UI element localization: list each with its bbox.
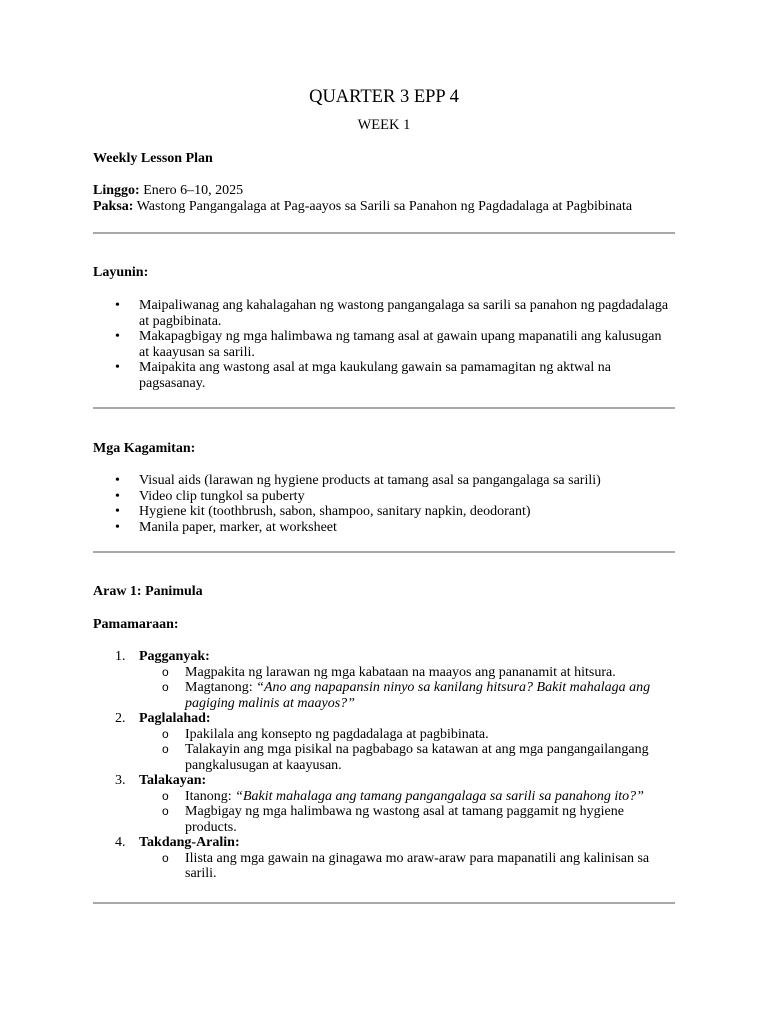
divider: [93, 551, 675, 553]
list-item: • Hygiene kit (toothbrush, sabon, shampoo, sanitary napkin, deodorant): [115, 504, 531, 519]
linggo-value: Enero 6–10, 2025: [139, 183, 244, 198]
kagamitan-heading: Mga Kagamitan:: [93, 441, 196, 456]
linggo-label: Linggo:: [93, 183, 140, 198]
pamamaraan-list: [93, 649, 675, 882]
document-title: QUARTER 3 EPP 4: [309, 87, 459, 107]
sub-item: o Ipakilala ang konsepto ng pagdadalaga at pagbibinata.: [162, 726, 489, 742]
week-label: WEEK 1: [357, 117, 411, 133]
linggo-line: [93, 183, 675, 199]
layunin-heading: Layunin:: [93, 265, 149, 280]
araw-heading: Araw 1: Panimula: [93, 584, 203, 599]
kagamitan-list: [93, 473, 675, 535]
sub-item: o Talakayin ang mga pisikal na pagbabago sa katawan at ang mga pangangailangang pangkalusugan at kaayusan.: [162, 742, 649, 773]
paksa-value: Wastong Pangangalaga at Pag-aayos sa Sarili sa Panahon ng Pagdadalaga at Pagbibinata: [133, 199, 633, 214]
step-item: 1. Pagganyak: o Magpakita ng larawan ng mga kabataan na maayos ang pananamit at hitsura. o Magtanong: “Ano ang napapansin ninyo sa kanilang hitsura? Bakit mahalaga ang pagiging malinis at maayos?”: [93, 649, 675, 711]
layunin-list: [93, 298, 675, 391]
sub-item: o Magbigay ng mga halimbawa ng wastong asal at tamang paggamit ng hygiene products.: [162, 804, 624, 835]
list-item: • Visual aids (larawan ng hygiene products at tamang asal sa pangangalaga sa sarili): [115, 473, 601, 488]
paksa-label: Paksa:: [93, 199, 134, 214]
sub-item: o Magtanong: “Ano ang napapansin ninyo sa kanilang hitsura? Bakit mahalaga ang pagiging malinis at maayos?”: [162, 680, 651, 711]
pamamaraan-heading: Pamamaraan:: [93, 617, 179, 632]
divider: [93, 407, 675, 409]
sub-item: o Itanong: “Bakit mahalaga ang tamang pangangalaga sa sarili sa panahong ito?”: [162, 788, 644, 804]
list-item: • Makapagbigay ng mga halimbawa ng tamang asal at gawain upang mapanatili ang kalusugan at kaayusan sa sarili.: [115, 329, 662, 360]
paksa-line: [93, 199, 675, 215]
step-item: 3. Talakayan: o Itanong: “Bakit mahalaga ang tamang pangangalaga sa sarili sa panahong ito?” o Magbigay ng mga halimbawa ng wastong asal at tamang paggamit ng hygiene products.: [93, 773, 675, 835]
sub-item: o Magpakita ng larawan ng mga kabataan na maayos ang pananamit at hitsura.: [162, 664, 616, 680]
list-item: • Manila paper, marker, at worksheet: [115, 519, 337, 535]
sub-item: o Ilista ang mga gawain na ginagawa mo araw-araw para mapanatili ang kalinisan sa sarili.: [162, 850, 650, 881]
plan-heading: Weekly Lesson Plan: [93, 151, 213, 166]
list-item: • Maipakita ang wastong asal at mga kaukulang gawain sa pamamagitan ng aktwal na pagsasanay.: [115, 360, 611, 391]
list-item: • Video clip tungkol sa puberty: [115, 488, 305, 504]
step-item: 2. Paglalahad: o Ipakilala ang konsepto ng pagdadalaga at pagbibinata. o Talakayin ang mga pisikal na pagbabago sa katawan at ang mga pangangailangang pangkalusugan at kaayusan.: [93, 711, 675, 773]
step-item: 4. Takdang-Aralin: o Ilista ang mga gawain na ginagawa mo araw-araw para mapanatili ang kalinisan sa sarili.: [93, 835, 675, 882]
list-item: • Maipaliwanag ang kahalagahan ng wastong pangangalaga sa sarili sa panahon ng pagdadalaga at pagbibinata.: [115, 298, 669, 329]
divider: [93, 902, 675, 904]
divider: [93, 232, 675, 234]
